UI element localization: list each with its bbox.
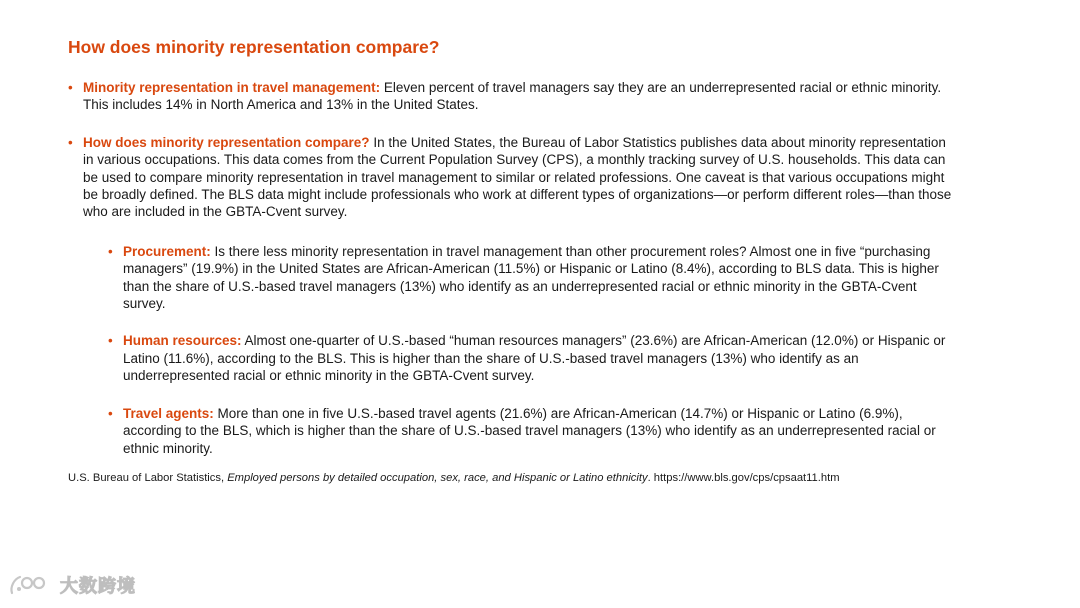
watermark-text: 大数跨境 [60, 576, 136, 597]
watermark-logo-icon [8, 573, 54, 597]
sub-bullet-text: More than one in five U.S.-based travel agents (21.6%) are African-American (14.7%) or Hispanic or Latino (6.9%), according to the BLS, which is higher than the share of U.S.-based travel managers (13%) who identify as an underrepresented racial or ethnic minority. [123, 405, 936, 456]
sub-bullet-lead: Human resources: [123, 333, 242, 349]
bullet-minority-representation [68, 79, 958, 114]
page-title: How does minority representation compare? [68, 37, 440, 57]
bullet-lead: Minority representation in travel management: [83, 80, 381, 95]
sub-bullet-travel-agents [108, 405, 958, 457]
watermark [8, 572, 136, 598]
sub-bullet-text: Almost one-quarter of U.S.-based “human resources managers” (23.6%) are African-American (12.0%) or Hispanic or Latino (11.6%), according to the BLS. This is higher than the share of U.S.-based travel managers (13%) who identify as an underrepresented racial or ethnic minority in the GBTA-Cvent survey. [123, 333, 946, 384]
sub-bullet-human-resources [108, 332, 958, 384]
sub-bullet-lead: Procurement: [123, 243, 211, 259]
footnote-prefix: U.S. Bureau of Labor Statistics, [68, 472, 228, 484]
sub-bullet-lead: Travel agents: [123, 405, 214, 421]
footnote-title: Employed persons by detailed occupation, sex, race, and Hispanic or Latino ethnicity [227, 472, 648, 484]
slide-content [68, 36, 958, 457]
footnote-suffix: . https://www.bls.gov/cps/cpsaat11.htm [647, 472, 840, 484]
bullet-text: In the United States, the Bureau of Labor Statistics publishes data about minority representation in various occupations. This data comes from the Current Population Survey (CPS), a monthly tracking survey of U.S. households. This data can be used to compare minority representation in travel management to similar or related professions. One caveat is that various occupations might be broadly defined. The BLS data might include professionals who work at different types of organizations—or perform different roles—than those who are included in the GBTA-Cvent survey. [83, 134, 952, 220]
sub-bullet-list [83, 243, 958, 457]
sub-bullet-text: Is there less minority representation in travel management than other procurement roles? Almost one in five “purchasing managers” (19.9%) in the United States are African-American (11.5%) or Hispanic or Latino (8.4%), according to BLS data. This is higher than the share of U.S.-based travel managers (13%) who identify as an underrepresented racial or ethnic minority in the GBTA-Cvent survey. [123, 243, 939, 312]
source-footnote [68, 471, 840, 485]
bullet-lead: How does minority representation compare? [83, 134, 370, 150]
sub-bullet-procurement [108, 243, 958, 313]
bullet-text: Eleven percent of travel managers say they are an underrepresented racial or ethnic minority. This includes 14% in North America and 13% in the United States. [83, 80, 942, 113]
bullet-list [68, 79, 958, 457]
bullet-comparison [68, 134, 958, 457]
